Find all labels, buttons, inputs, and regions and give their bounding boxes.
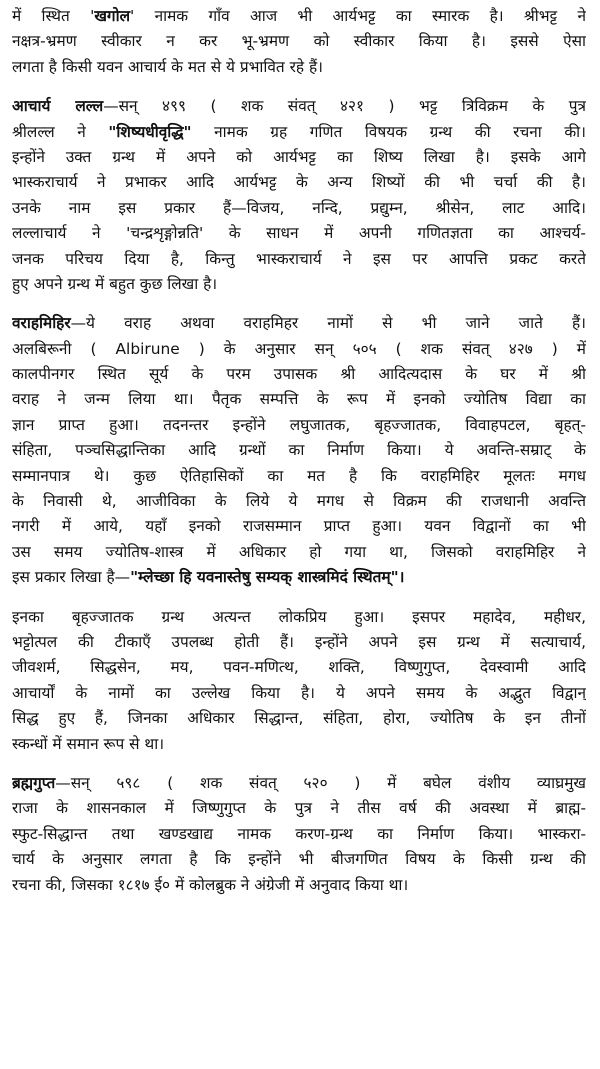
text-segment: इन्होंने उक्त ग्रन्थ में अपने को आर्यभट्ट का शिष्य लिखा है। इसके आगे <box>12 147 586 166</box>
paragraph <box>12 311 586 590</box>
text-segment: नामक ग्रह गणित विषयक ग्रन्थ की रचना की। <box>191 122 586 141</box>
text-segment: —ये वराह अथवा वराहमिहर नामों से भी जाने जाते हैं। <box>70 314 586 333</box>
text-segment: भास्कराचार्य ने प्रभाकर आदि आर्यभट्ट के अन्य शिष्यों की भी चर्चा की है। <box>12 173 586 192</box>
text-line <box>12 438 586 463</box>
text-line <box>12 170 586 195</box>
text-line <box>12 362 586 387</box>
text-segment: के निवासी थे, आजीविका के लिये ये मगध से विक्रम की राजधानी अवन्ति <box>12 492 586 511</box>
text-segment: कालपीनगर स्थित सूर्य के परम उपासक श्री आदित्यदास के घर में श्री <box>12 365 586 384</box>
text-line <box>12 630 586 655</box>
text-line <box>12 489 586 514</box>
text-segment: स्फुट-सिद्धान्त तथा खण्डखाद्य नामक करण-ग्रन्थ का निर्माण किया। भास्करा- <box>12 824 586 843</box>
text-segment: उस समय ज्योतिष-शास्त्र में अधिकार हो गया था, जिसको वराहमिहिर ने <box>12 542 586 561</box>
text-segment: आचार्यों के नामों का उल्लेख किया है। ये अपने समय के अद्भुत विद्वान् <box>12 683 586 702</box>
paragraph <box>12 4 586 80</box>
text-segment: इस प्रकार लिखा है— <box>12 568 131 587</box>
text-segment: जनक परिचय दिया है, किन्तु भास्कराचार्य ने इस पर आपत्ति प्रकट करते <box>12 249 586 268</box>
text-segment: सिद्ध हुए हैं, जिनका अधिकार सिद्धान्त, संहिता, होरा, ज्योतिष के इन तीनों <box>12 709 586 728</box>
text-segment: नगरी में आये, यहाँ इनको राजसम्मान प्राप्त हुआ। यवन विद्वानों का भी <box>12 517 586 536</box>
text-line <box>12 565 586 590</box>
text-line <box>12 681 586 706</box>
text-line <box>12 311 586 336</box>
text-line <box>12 272 586 297</box>
text-line <box>12 605 586 630</box>
text-line <box>12 464 586 489</box>
text-line <box>12 221 586 246</box>
text-line <box>12 822 586 847</box>
text-segment: ज्ञान प्राप्त हुआ। तदनन्तर इन्होंने लघुजातक, बृहज्जातक, विवाहपटल, बृहत्- <box>12 415 586 434</box>
text-segment: स्कन्धों में समान रूप से था। <box>12 734 165 753</box>
text-segment: —सन् ४९९ ( शक संवत् ४२१ ) भट्ट त्रिविक्रम के पुत्र <box>103 97 586 116</box>
text-line <box>12 145 586 170</box>
text-line <box>12 873 586 898</box>
paragraph <box>12 94 586 297</box>
text-segment: —सन् ५९८ ( शक संवत् ५२० ) में बघेल वंशीय व्याघ्रमुख <box>55 773 586 792</box>
text-segment: सम्मानपात्र थे। कुछ ऐतिहासिकों का मत है कि वराहमिहिर मूलतः मगध <box>12 466 586 485</box>
text-line <box>12 120 586 145</box>
text-segment: चार्य के अनुसार लगता है कि इन्होंने भी बीजगणित विषय के किसी ग्रन्थ की <box>12 850 586 869</box>
text-segment: संहिता, पञ्चसिद्धान्तिका आदि ग्रन्थों का निर्माण किया। ये अवन्ति-सम्राट् के <box>12 441 586 460</box>
text-line <box>12 413 586 438</box>
bold-term: वराहमिहिर <box>12 314 71 333</box>
text-segment: रचना की, जिसका १८१७ ई० में कोलब्रुक ने अंग्रेजी में अनुवाद किया था। <box>12 875 409 894</box>
text-segment: उनके नाम इस प्रकार हैं—विजय, नन्दि, प्रद्युम्न, श्रीसेन, लाट आदि। <box>12 198 586 217</box>
text-segment: नक्षत्र-भ्रमण स्वीकार न कर भू-भ्रमण को स्वीकार किया है। इससे ऐसा <box>12 32 586 51</box>
text-line <box>12 196 586 221</box>
text-segment: राजा के शासनकाल में जिष्णुगुप्त के पुत्र ने तीस वर्ष की अवस्था में ब्राह्म- <box>12 799 586 818</box>
text-segment: वराह ने जन्म लिया था। पैतृक सम्पत्ति के रूप में इनको ज्योतिष विद्या का <box>12 390 586 409</box>
bold-term: "म्लेच्छा हि यवनास्तेषु सम्यक् शास्त्रमिदं स्थितम्"। <box>130 568 405 587</box>
text-line <box>12 706 586 731</box>
text-segment: हुए अपने ग्रन्थ में बहुत कुछ लिखा है। <box>12 274 218 293</box>
text-line <box>12 655 586 680</box>
paragraph <box>12 771 586 898</box>
text-line <box>12 247 586 272</box>
text-line <box>12 771 586 796</box>
text-line <box>12 732 586 757</box>
text-segment: ' नामक गाँव आज भी आर्यभट्ट का स्मारक है। श्रीभट्ट ने <box>130 7 586 25</box>
text-line <box>12 796 586 821</box>
text-segment: इनका बृहज्जातक ग्रन्थ अत्यन्त लोकप्रिय हुआ। इसपर महादेव, महीधर, <box>12 607 586 626</box>
text-segment: लगता है किसी यवन आचार्य के मत से ये प्रभावित रहे हैं। <box>12 57 323 76</box>
text-segment: श्रीलल्ल ने <box>12 122 109 141</box>
text-segment: भट्टोत्पल की टीकाएँ उपलब्ध होती हैं। इन्होंने अपने इस ग्रन्थ में सत्याचार्य, <box>12 632 586 651</box>
text-line <box>12 4 586 29</box>
text-segment: जीवशर्म, सिद्धसेन, मय, पवन-मणित्थ, शक्ति, विष्णुगुप्त, देवस्वामी आदि <box>12 658 586 677</box>
text-line <box>12 94 586 119</box>
bold-term: "शिष्यधीवृद्धि" <box>108 122 192 141</box>
text-line <box>12 337 586 362</box>
text-line <box>12 55 586 80</box>
text-segment: लल्लाचार्य ने 'चन्द्रशृङ्गोन्नति' के साधन में अपनी गणितज्ञता का आश्चर्य- <box>12 224 586 243</box>
bold-term: आचार्य लल्ल <box>12 97 104 116</box>
text-line <box>12 514 586 539</box>
text-segment: अलबिरूनी ( Albirune ) के अनुसार सन् ५०५ ( शक संवत् ४२७ ) में <box>12 339 586 358</box>
text-line <box>12 387 586 412</box>
paragraph <box>12 605 586 757</box>
text-line <box>12 847 586 872</box>
bold-term: खगोल <box>94 7 131 25</box>
bold-term: ब्रह्मगुप्त <box>12 773 56 792</box>
text-segment: में स्थित ' <box>12 7 95 25</box>
text-line <box>12 29 586 54</box>
text-line <box>12 540 586 565</box>
